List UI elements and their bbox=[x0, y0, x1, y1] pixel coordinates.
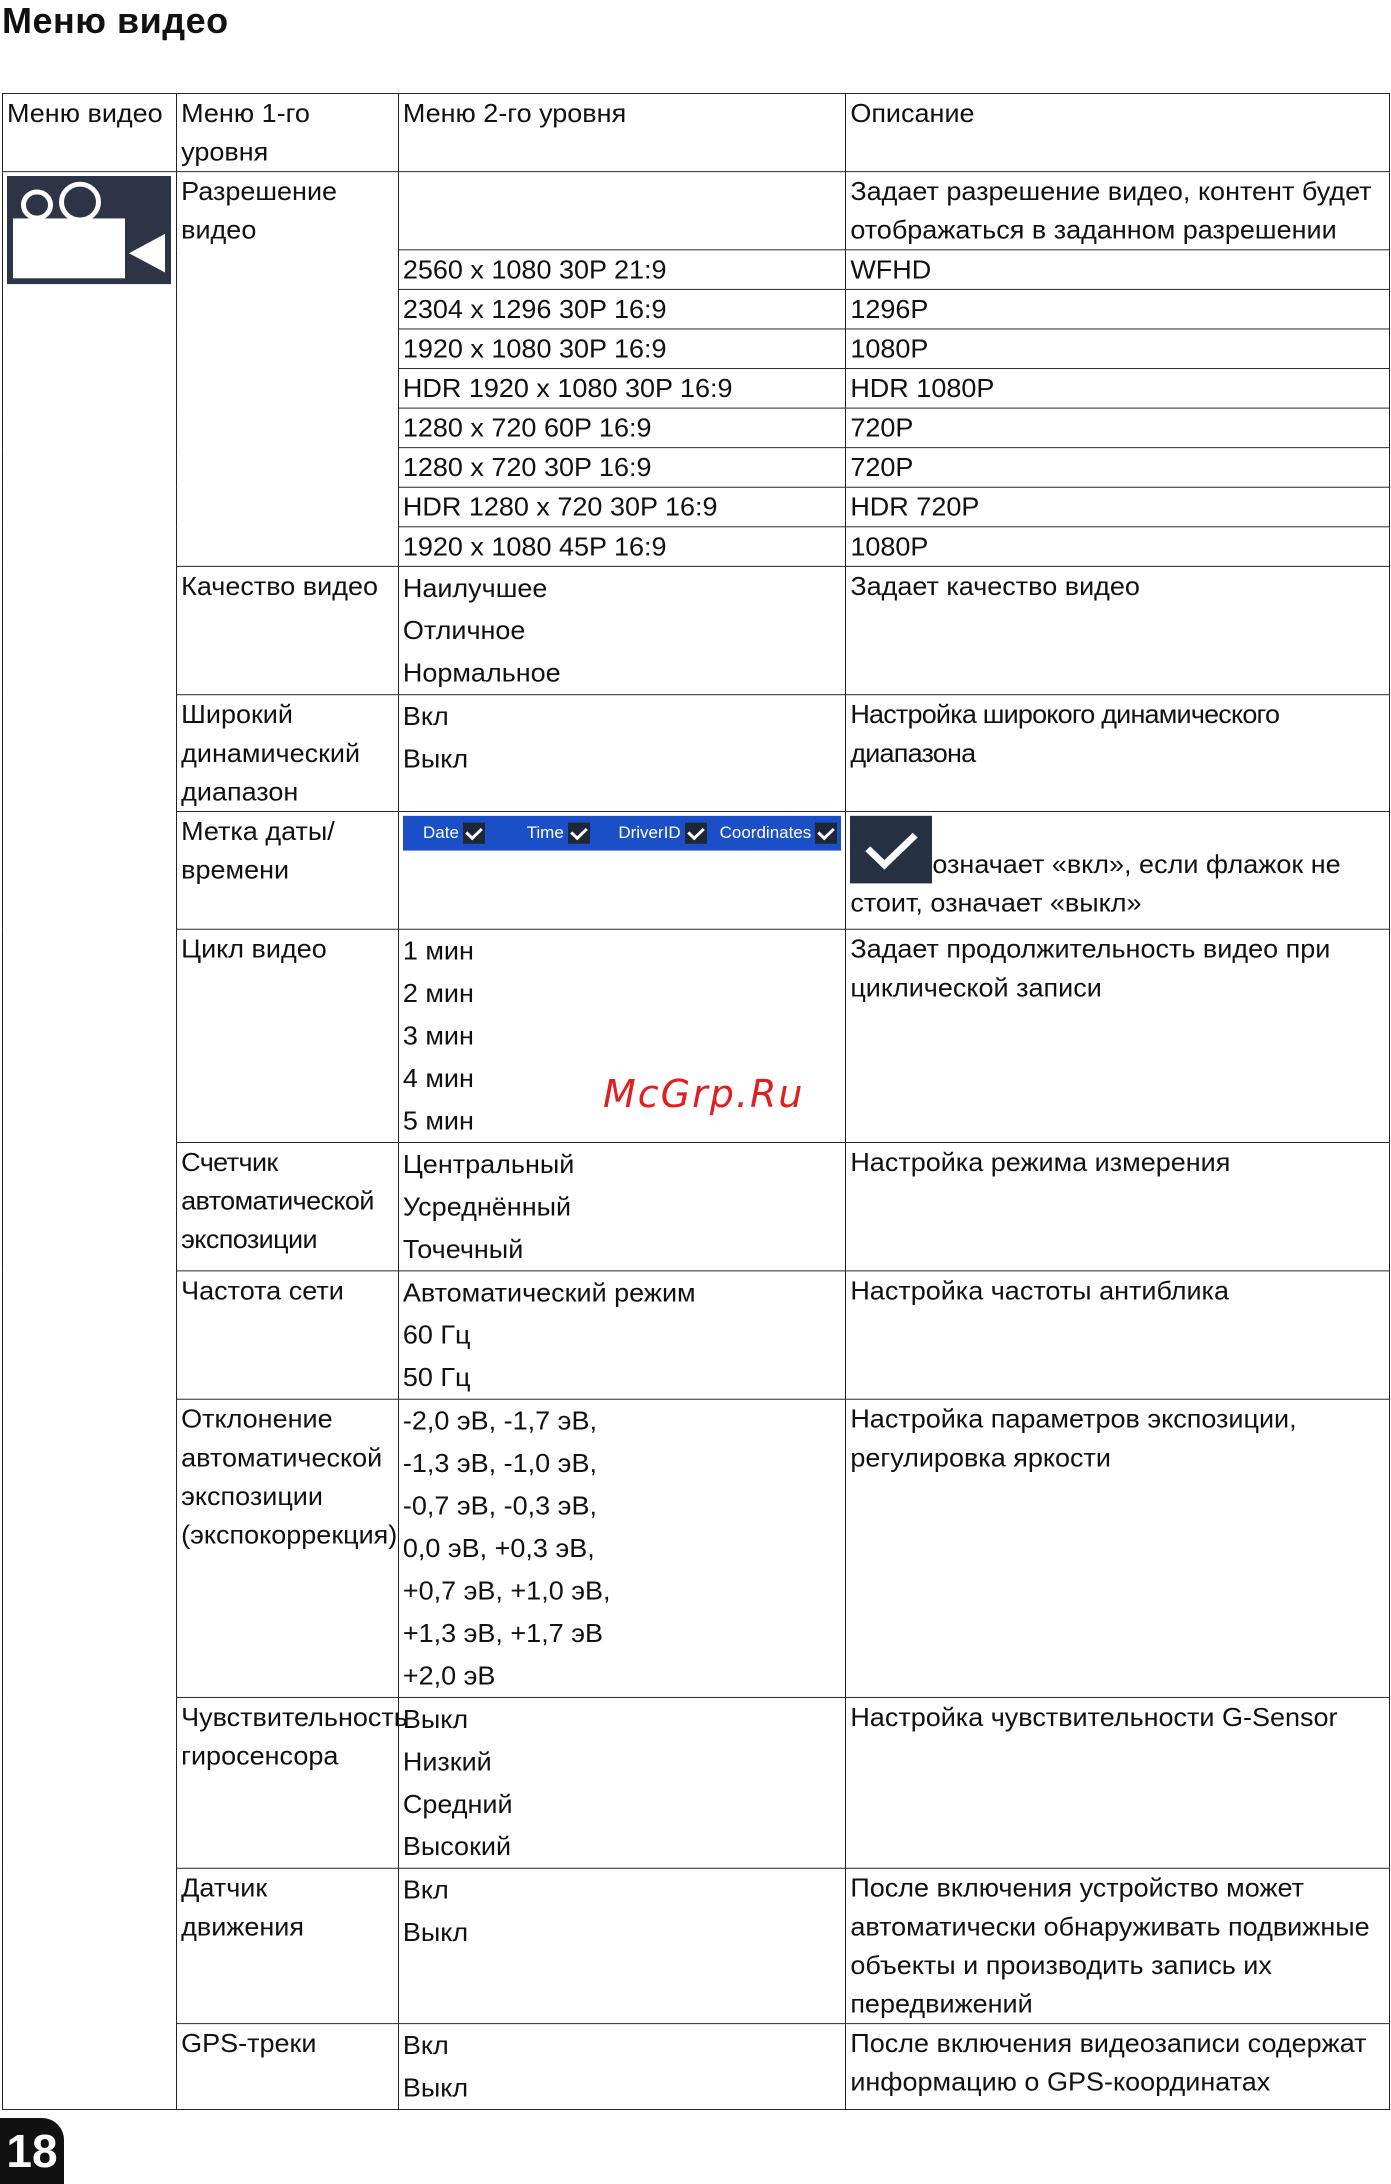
frequency-label: Частота сети bbox=[177, 1271, 399, 1399]
option: 50 Гц bbox=[402, 1363, 471, 1392]
table-row bbox=[3, 1143, 1390, 1271]
gsensor-description: Настройка чувствительности G-Sensor bbox=[846, 1697, 1390, 1868]
option: Выкл bbox=[402, 2073, 469, 2103]
table-row bbox=[3, 695, 1390, 812]
ev-description: Настройка параметров экспозиции, регулировка яркости bbox=[846, 1399, 1390, 1697]
gps-label: GPS-треки bbox=[177, 2024, 399, 2110]
page-number: 18 bbox=[0, 2118, 64, 2184]
frequency-description: Настройка частоты антиблика bbox=[846, 1271, 1390, 1399]
resolution-desc: HDR 720P bbox=[846, 487, 1390, 527]
option: Выкл bbox=[402, 1704, 469, 1734]
resolution-description: Задает разрешение видео, контент будет отображаться в заданном разрешении bbox=[846, 172, 1390, 250]
resolution-desc: HDR 1080P bbox=[846, 369, 1390, 409]
frequency-options bbox=[398, 1271, 845, 1399]
metering-label: Счетчик автоматической экспозиции bbox=[177, 1143, 399, 1271]
option: Автоматический режим bbox=[402, 1278, 696, 1308]
quality-options bbox=[398, 566, 845, 694]
option: 60 Гц bbox=[402, 1320, 471, 1350]
ev-options bbox=[398, 1399, 845, 1697]
resolution-option: 1280 x 720 60P 16:9 bbox=[398, 408, 845, 448]
option: Точечный bbox=[402, 1234, 524, 1264]
video-camera-icon bbox=[7, 176, 171, 284]
option: +2,0 эВ bbox=[402, 1661, 496, 1691]
table-row bbox=[3, 172, 1390, 250]
resolution-desc: 1296P bbox=[846, 289, 1390, 329]
ev-label: Отклонение автоматической экспозиции (экспокоррекция) bbox=[177, 1399, 399, 1697]
option: 0,0 эВ, +0,3 эВ, bbox=[402, 1533, 595, 1563]
resolution-option: 1280 x 720 30P 16:9 bbox=[398, 448, 845, 488]
resolution-desc: 720P bbox=[846, 408, 1390, 448]
stamp-label: Метка даты/времени bbox=[177, 811, 399, 929]
metering-description: Настройка режима измерения bbox=[846, 1143, 1390, 1271]
option: Вкл bbox=[402, 1875, 449, 1905]
table-row bbox=[3, 2024, 1390, 2110]
resolution-desc: 1080P bbox=[846, 527, 1390, 567]
option: Средний bbox=[402, 1789, 513, 1819]
option: Усреднённый bbox=[402, 1192, 572, 1222]
table-header-row bbox=[3, 93, 1390, 171]
stamp-time-item[interactable]: Time bbox=[511, 814, 605, 853]
stamp-options bbox=[398, 811, 845, 929]
checkbox-checked-icon bbox=[850, 816, 932, 884]
option: 4 мин bbox=[402, 1063, 474, 1093]
option: Высокий bbox=[402, 1832, 512, 1862]
stamp-coordinates-item[interactable]: Coordinates bbox=[720, 814, 838, 853]
table-row bbox=[3, 566, 1390, 694]
resolution-label: Разрешение видео bbox=[177, 172, 399, 567]
stamp-date-item[interactable]: Date bbox=[407, 814, 501, 853]
checkbox-checked-icon bbox=[463, 823, 485, 844]
header-level2: Меню 2-го уровня bbox=[398, 93, 845, 171]
stamp-description-text: означает «вкл», если флажок не стоит, означает «выкл» bbox=[850, 849, 1341, 918]
quality-description: Задает качество видео bbox=[846, 566, 1390, 694]
option: Вкл bbox=[402, 2030, 449, 2060]
resolution-option: HDR 1280 x 720 30P 16:9 bbox=[398, 487, 845, 527]
option: Центральный bbox=[402, 1149, 575, 1179]
option: -1,3 эВ, -1,0 эВ, bbox=[402, 1448, 597, 1478]
motion-description: После включения устройство может автоматически обнаруживать подвижные объекты и производить запись их передвижений bbox=[846, 1868, 1390, 2023]
option: 3 мин bbox=[402, 1021, 474, 1051]
header-description: Описание bbox=[846, 93, 1390, 171]
table-row bbox=[3, 811, 1390, 929]
resolution-option: 2560 x 1080 30P 21:9 bbox=[398, 250, 845, 290]
table-row bbox=[3, 1399, 1390, 1697]
gps-options bbox=[398, 2024, 845, 2110]
option: 1 мин bbox=[402, 936, 474, 966]
option: -0,7 эВ, -0,3 эВ, bbox=[402, 1491, 597, 1521]
wdr-label: Широкий динамический диапазон bbox=[177, 695, 399, 812]
wdr-description: Настройка широкого динамического диапазона bbox=[846, 695, 1390, 812]
stamp-description bbox=[846, 811, 1390, 929]
resolution-option: 1920 x 1080 45P 16:9 bbox=[398, 527, 845, 567]
option: Наилучшее bbox=[402, 573, 548, 603]
option: Отличное bbox=[402, 616, 526, 646]
resolution-option: 2304 x 1296 30P 16:9 bbox=[398, 289, 845, 329]
option: Выкл bbox=[402, 744, 469, 774]
option: 2 мин bbox=[402, 978, 474, 1008]
checkbox-checked-icon bbox=[685, 823, 707, 844]
option: Низкий bbox=[402, 1747, 492, 1777]
motion-label: Датчик движения bbox=[177, 1868, 399, 2023]
checkbox-checked-icon bbox=[815, 823, 837, 844]
wdr-options bbox=[398, 695, 845, 812]
resolution-desc: 1080P bbox=[846, 329, 1390, 369]
resolution-desc: 720P bbox=[846, 448, 1390, 488]
checkbox-checked-icon bbox=[568, 823, 590, 844]
header-menu: Меню видео bbox=[3, 93, 177, 171]
metering-options bbox=[398, 1143, 845, 1271]
resolution-desc: WFHD bbox=[846, 250, 1390, 290]
table-row bbox=[3, 1271, 1390, 1399]
resolution-option: 1920 x 1080 30P 16:9 bbox=[398, 329, 845, 369]
gps-description: После включения видеозаписи содержат информацию о GPS-координатах bbox=[846, 2024, 1390, 2110]
gsensor-label: Чувствительность гиросенсора bbox=[177, 1697, 399, 1868]
table-row bbox=[3, 1868, 1390, 2023]
resolution-option: HDR 1920 x 1080 30P 16:9 bbox=[398, 369, 845, 409]
option: Нормальное bbox=[402, 658, 561, 688]
loop-label: Цикл видео bbox=[177, 929, 399, 1142]
video-menu-icon-cell bbox=[3, 172, 177, 2110]
stamp-checkbox-strip bbox=[403, 816, 841, 851]
option: +0,7 эВ, +1,0 эВ, bbox=[402, 1576, 611, 1606]
watermark: McGrp.Ru bbox=[603, 1072, 805, 1116]
option: 5 мин bbox=[402, 1106, 474, 1136]
option: Вкл bbox=[402, 701, 449, 731]
header-level1: Меню 1-го уровня bbox=[177, 93, 399, 171]
stamp-driverid-item[interactable]: DriverID bbox=[615, 814, 709, 853]
option: Выкл bbox=[402, 1917, 469, 1947]
table-row bbox=[3, 1697, 1390, 1868]
loop-description: Задает продолжительность видео при циклической записи bbox=[846, 929, 1390, 1142]
gsensor-options bbox=[398, 1697, 845, 1868]
quality-label: Качество видео bbox=[177, 566, 399, 694]
option: -2,0 эВ, -1,7 эВ, bbox=[402, 1406, 597, 1436]
option: +1,3 эВ, +1,7 эВ bbox=[402, 1618, 604, 1648]
motion-options bbox=[398, 1868, 845, 2023]
page-title: Меню видео bbox=[2, 0, 229, 41]
